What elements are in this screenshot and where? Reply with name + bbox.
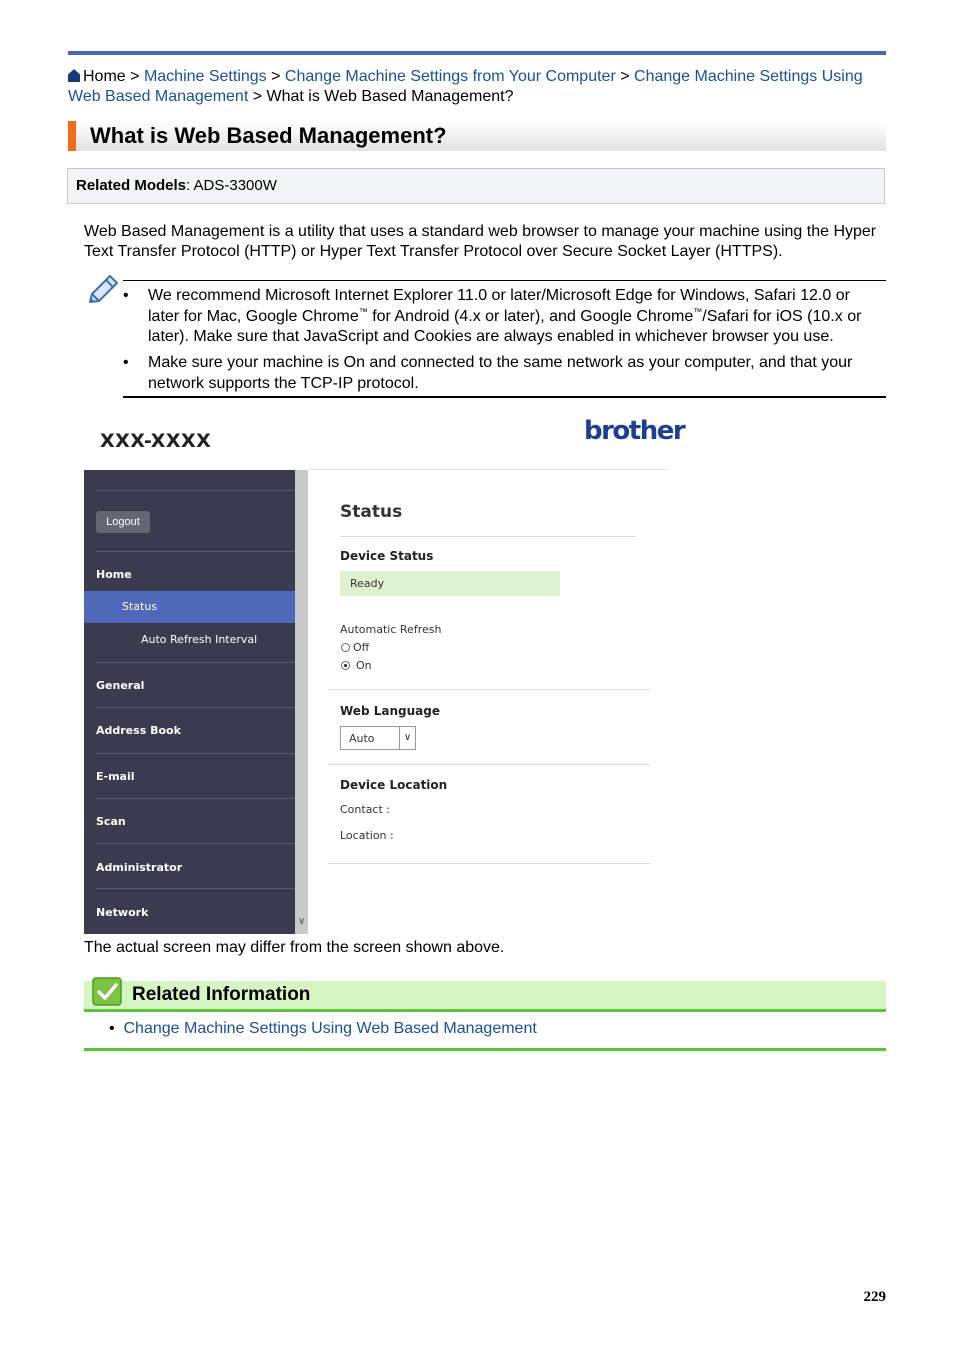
- related-information-bar: [84, 981, 886, 1012]
- sidebar-divider: [96, 753, 295, 754]
- breadcrumb-change-settings-from-computer[interactable]: Change Machine Settings from Your Computer: [284, 68, 616, 85]
- sidebar-item-administrator[interactable]: Administrator: [96, 861, 183, 874]
- sidebar-divider: [96, 843, 295, 844]
- automatic-refresh-label: Automatic Refresh: [340, 623, 442, 636]
- breadcrumb: [68, 67, 868, 107]
- status-content: [308, 470, 668, 934]
- trademark-symbol: ™: [693, 306, 703, 317]
- note-browsers-part3: /Safari for iOS (10.x or later). Make sure that JavaScript and Cookies are always enabled in whichever browser you use.: [148, 307, 862, 345]
- page-title: What is Web Based Management?: [90, 123, 447, 148]
- sidebar-scrollbar[interactable]: [295, 470, 308, 934]
- related-link-web-based-management[interactable]: Change Machine Settings Using Web Based Management: [123, 1020, 537, 1037]
- bullet: •: [123, 354, 129, 371]
- device-status-label: Device Status: [340, 549, 434, 563]
- note-box: [123, 280, 886, 398]
- device-location-label: Device Location: [340, 778, 448, 792]
- brother-logo: brother: [584, 416, 685, 446]
- page-title-bar: [68, 121, 886, 151]
- intro-paragraph: Web Based Management is a utility that uses a standard web browser to manage your machine using the Hyper Text Transfer Protocol (HTTP) or Hyper Text Transfer Protocol over Secure Socket Layer (HTTPS).: [84, 223, 877, 260]
- sidebar-item-general[interactable]: General: [96, 679, 145, 692]
- breadcrumb-machine-settings[interactable]: Machine Settings: [143, 68, 267, 85]
- bullet: •: [123, 287, 129, 304]
- pencil-note-icon: [86, 274, 120, 306]
- web-language-value: Auto: [349, 732, 375, 745]
- model-name: XXX-XXXX: [100, 430, 212, 452]
- sidebar-item-status[interactable]: [84, 591, 295, 623]
- content-divider: [340, 536, 636, 537]
- top-rule: [68, 51, 886, 55]
- sidebar-divider: [96, 707, 295, 708]
- bullet: •: [109, 1020, 115, 1037]
- sidebar-item-address-book[interactable]: Address Book: [96, 724, 181, 737]
- checkmark-icon: [92, 977, 122, 1006]
- sidebar-divider: [96, 490, 295, 491]
- breadcrumb-separator: >: [271, 68, 281, 85]
- refresh-on-radio[interactable]: [341, 661, 350, 670]
- content-divider: [328, 764, 650, 765]
- breadcrumb-separator: >: [252, 88, 263, 105]
- sidebar-divider: [96, 798, 295, 799]
- contact-label: Contact :: [340, 803, 390, 816]
- sidebar-item-network[interactable]: Network: [96, 906, 149, 919]
- sidebar-item-home[interactable]: Home: [96, 568, 132, 581]
- refresh-off-label: Off: [353, 641, 370, 654]
- related-models-label: Related Models: [76, 177, 187, 194]
- web-language-label: Web Language: [340, 704, 440, 718]
- trademark-symbol: ™: [358, 306, 368, 317]
- logout-button[interactable]: Logout: [96, 511, 150, 533]
- sidebar-item-email[interactable]: E-mail: [96, 770, 135, 783]
- sidebar-item-scan[interactable]: Scan: [96, 815, 126, 828]
- refresh-on-label: On: [356, 659, 372, 672]
- title-accent: [68, 121, 76, 151]
- chevron-down-icon[interactable]: ∨: [298, 916, 306, 927]
- location-label: Location :: [340, 829, 394, 842]
- breadcrumb-separator: >: [620, 68, 630, 85]
- related-information-title: Related Information: [132, 984, 311, 1005]
- sidebar: [84, 470, 295, 934]
- sidebar-divider: [96, 662, 295, 663]
- note-network-text: Make sure your machine is On and connected to the same network as your computer, and that your network supports the TCP-IP protocol.: [148, 354, 853, 392]
- refresh-off-radio[interactable]: [341, 643, 350, 652]
- sidebar-item-status-label: Status: [122, 600, 158, 613]
- status-value: Ready: [350, 577, 385, 590]
- sidebar-divider: [96, 888, 295, 889]
- related-list-item: [109, 1019, 537, 1039]
- status-heading: Status: [340, 502, 403, 522]
- chevron-down-icon: ∨: [399, 727, 415, 749]
- breadcrumb-current: What is Web Based Management?: [266, 88, 514, 105]
- web-language-select[interactable]: [340, 726, 416, 750]
- breadcrumb-separator: >: [130, 68, 140, 85]
- page-number: 229: [863, 1289, 886, 1305]
- sidebar-divider: [96, 551, 295, 552]
- content-divider: [328, 689, 650, 690]
- content-divider: [328, 863, 650, 864]
- web-based-management-screenshot: [84, 410, 685, 934]
- related-models-box: [67, 168, 885, 204]
- status-badge: [340, 571, 560, 596]
- related-bottom-rule: [84, 1048, 886, 1051]
- breadcrumb-change-settings-web-based[interactable]: Change Machine Settings Using Web Based Management: [68, 68, 863, 105]
- sidebar-item-auto-refresh-interval[interactable]: Auto Refresh Interval: [141, 633, 258, 646]
- note-browsers-part1: We recommend Microsoft Internet Explorer 11.0 or later/Microsoft Edge for Windows, Safari 12.0 or later for Mac, Google Chrome: [148, 287, 850, 325]
- related-models-value: : ADS-3300W: [186, 177, 277, 194]
- home-icon: [68, 69, 80, 82]
- screenshot-caption: The actual screen may differ from the screen shown above.: [84, 939, 505, 956]
- note-browsers-part2: for Android (4.x or later), and Google Chrome: [367, 307, 694, 325]
- breadcrumb-home: Home: [83, 68, 126, 85]
